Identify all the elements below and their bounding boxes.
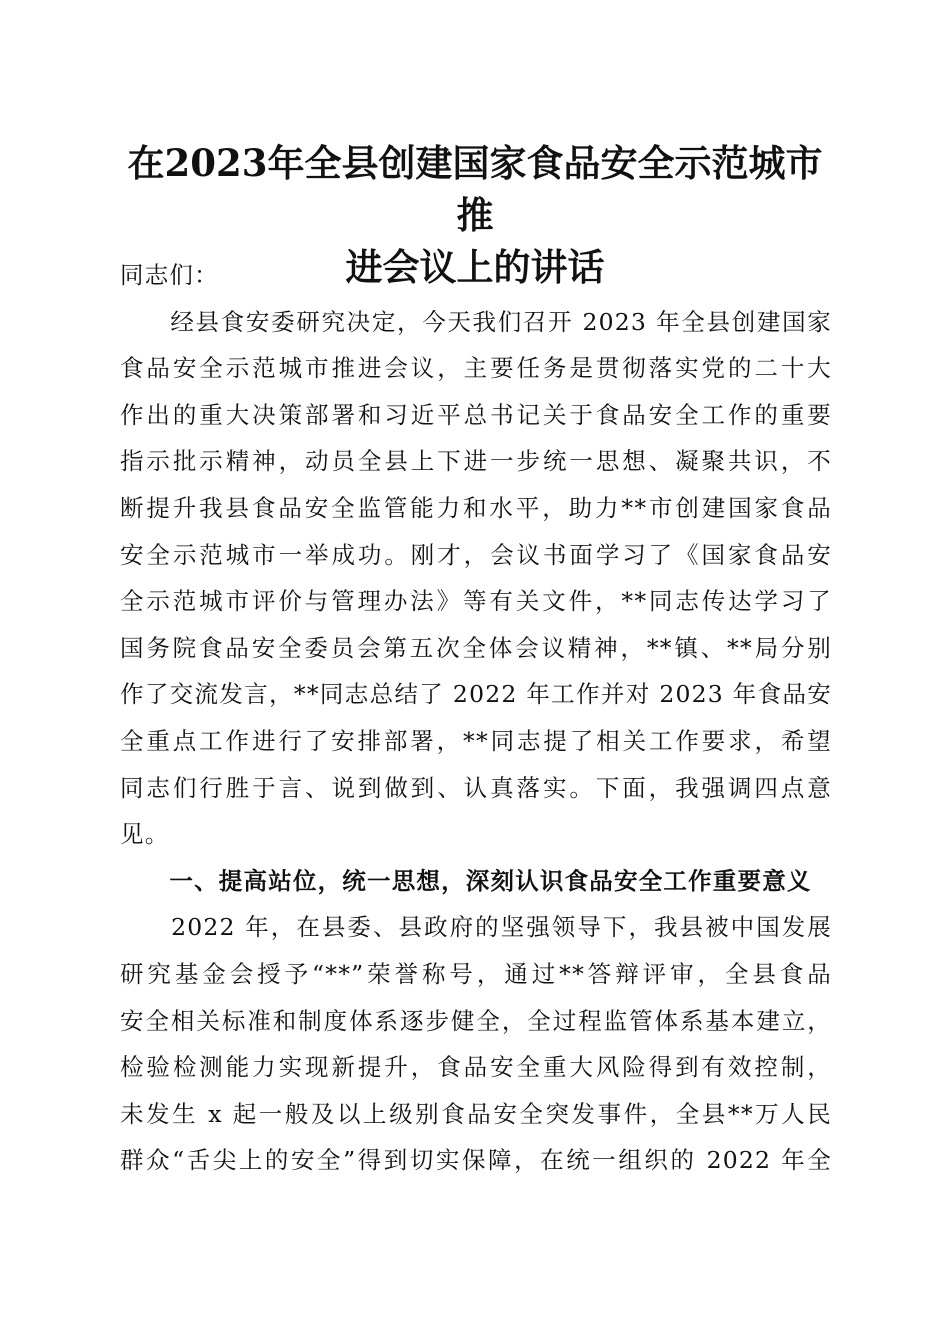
paragraph-2 (120, 904, 832, 1184)
paragraph-line: 作出的重大决策部署和习近平总书记关于食品安全工作的重要 (120, 400, 832, 429)
paragraph-line: 群众“舌尖上的安全”得到切实保障，在统一组织的 2022 年全 (120, 1146, 832, 1175)
paragraph-line: 全示范城市评价与管理办法》等有关文件，**同志传达学习了 (120, 587, 832, 616)
paragraph-line: 检验检测能力实现新提升，食品安全重大风险得到有效控制， (120, 1053, 832, 1082)
title-line-1: 在2023年全县创建国家食品安全示范城市推 (127, 141, 823, 237)
paragraph-line: 作了交流发言，**同志总结了 2022 年工作并对 2023 年食品安 (120, 680, 832, 709)
paragraph-line: 指示批示精神，动员全县上下进一步统一思想、凝聚共识，不 (120, 447, 832, 476)
paragraph-line: 未发生 x 起一般及以上级别食品安全突发事件，全县**万人民 (120, 1099, 832, 1128)
paragraph-line: 全重点工作进行了安排部署，**同志提了相关工作要求，希望 (120, 726, 832, 755)
paragraph-line: 安全相关标准和制度体系逐步健全，全过程监管体系基本建立， (120, 1006, 832, 1035)
paragraph-line: 经县食安委研究决定，今天我们召开 2023 年全县创建国家 (120, 307, 832, 336)
paragraph-line: 食品安全示范城市推进会议，主要任务是贯彻落实党的二十大 (120, 354, 832, 383)
salutation: 同志们： (120, 261, 219, 289)
title-line-2: 进会议上的讲话 (345, 245, 605, 289)
paragraph-line: 安全示范城市一举成功。刚才，会议书面学习了《国家食品安 (120, 540, 832, 569)
paragraph-line: 同志们行胜于言、说到做到、认真落实。下面，我强调四点意 (120, 773, 832, 802)
paragraph-line: 2022 年，在县委、县政府的坚强领导下，我县被中国发展 (120, 913, 832, 942)
paragraph-1 (120, 299, 832, 858)
paragraph-line: 断提升我县食品安全监管能力和水平，助力**市创建国家食品 (120, 493, 832, 522)
paragraph-line: 国务院食品安全委员会第五次全体会议精神，**镇、**局分别 (120, 633, 832, 662)
document-body (120, 252, 832, 1184)
paragraph-line: 见。 (120, 820, 170, 849)
section-1-heading: 一、提高站位，统一思想，深刻认识食品安全工作重要意义 (120, 866, 812, 895)
paragraph-line: 研究基金会授予“**”荣誉称号，通过**答辩评审，全县食品 (120, 959, 832, 988)
